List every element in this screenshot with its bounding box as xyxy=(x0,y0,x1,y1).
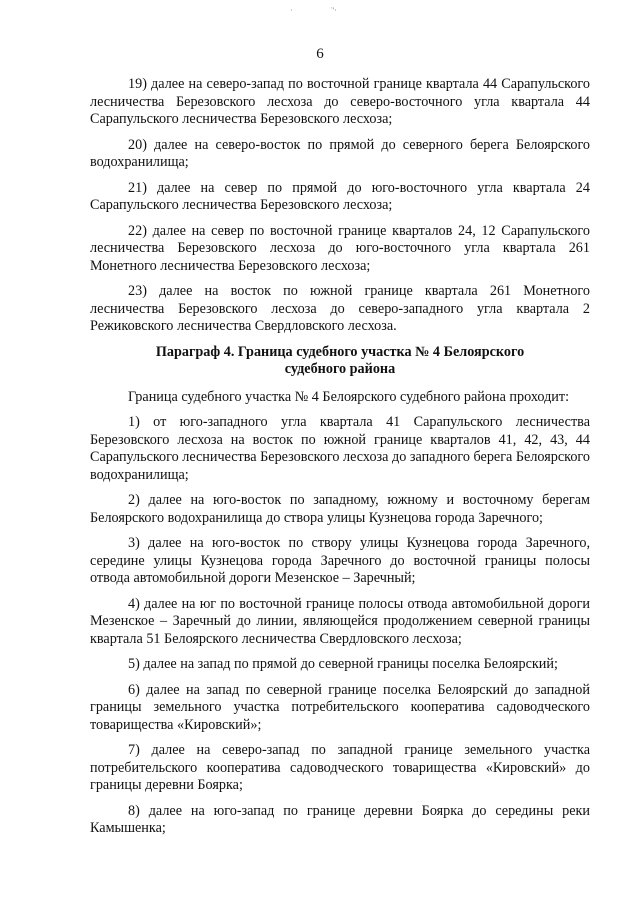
heading-line-2: судебного района xyxy=(284,361,396,377)
page-number: 6 xyxy=(316,46,324,62)
paragraph-6: 6) далее на запад по северной границе поселка Белоярский до западной границы земельного участка потребительского кооператива садоводческого товарищества «Кировский»; xyxy=(90,681,590,733)
heading-line-1: Параграф 4. Граница судебного участка № 4 Белоярского xyxy=(155,343,525,360)
scan-mark: ˈ'· xyxy=(330,6,337,15)
paragraph-4: 4) далее на юг по восточной границе полосы отвода автомобильной дороги Мезенское – Заречный до линии, являющейся продолжением северной границы квартала 51 Белоярского лесничества Свердловского лесхоза; xyxy=(90,595,590,647)
paragraph-22: 22) далее на север по восточной границе кварталов 24, 12 Сарапульского лесничества Березовского лесхоза до юго-восточного угла квартала 261 Монетного лесничества Березовского лесхоза; xyxy=(90,222,590,274)
section-heading xyxy=(90,344,590,379)
paragraph-1: 1) от юго-западного угла квартала 41 Сарапульского лесничества Березовского лесхоза на восток по южной границе кварталов 41, 42, 43, 44 Сарапульского лесничества Березовского лесхоза до западного берега Белоярского водохранилища; xyxy=(90,414,590,483)
paragraph-19: 19) далее на северо-запад по восточной границе квартала 44 Сарапульского лесничества Березовского лесхоза до северо-восточного угла квартала 44 Сарапульского лесничества Березовского лесхоза; xyxy=(90,76,590,127)
paragraph-21: 21) далее на север по прямой до юго-восточного угла квартала 24 Сарапульского лесничества Березовского лесхоза; xyxy=(90,179,590,213)
document-body xyxy=(90,76,590,846)
paragraph-20: 20) далее на северо-восток по прямой до северного берега Белоярского водохранилища; xyxy=(90,136,590,170)
paragraph-7: 7) далее на северо-запад по западной границе земельного участка потребительского кооператива садоводческого товарищества «Кировский» до границы деревни Боярка; xyxy=(90,742,590,793)
paragraph-2: 2) далее на юго-восток по западному, южному и восточному берегам Белоярского водохранилища до створа улицы Кузнецова города Заречного; xyxy=(90,492,590,526)
paragraph-5: 5) далее на запад по прямой до северной границы поселка Белоярский; xyxy=(128,656,558,672)
scan-mark: · xyxy=(290,6,293,15)
paragraph-23: 23) далее на восток по южной границе квартала 261 Монетного лесничества Березовского лесхоза до северо-западного угла квартала 2 Режиковского лесничества Свердловского лесхоза. xyxy=(90,283,590,334)
paragraph-intro: Граница судебного участка № 4 Белоярского судебного района проходит: xyxy=(128,388,570,405)
paragraph-3: 3) далее на юго-восток по створу улицы Кузнецова города Заречного, середине улицы Кузнецова города Заречного до восточной границы полосы отвода автомобильной дороги Мезенское – Заречный; xyxy=(90,535,590,586)
paragraph-8: 8) далее на юго-запад по границе деревни Боярка до середины реки Камышенка; xyxy=(90,802,590,836)
